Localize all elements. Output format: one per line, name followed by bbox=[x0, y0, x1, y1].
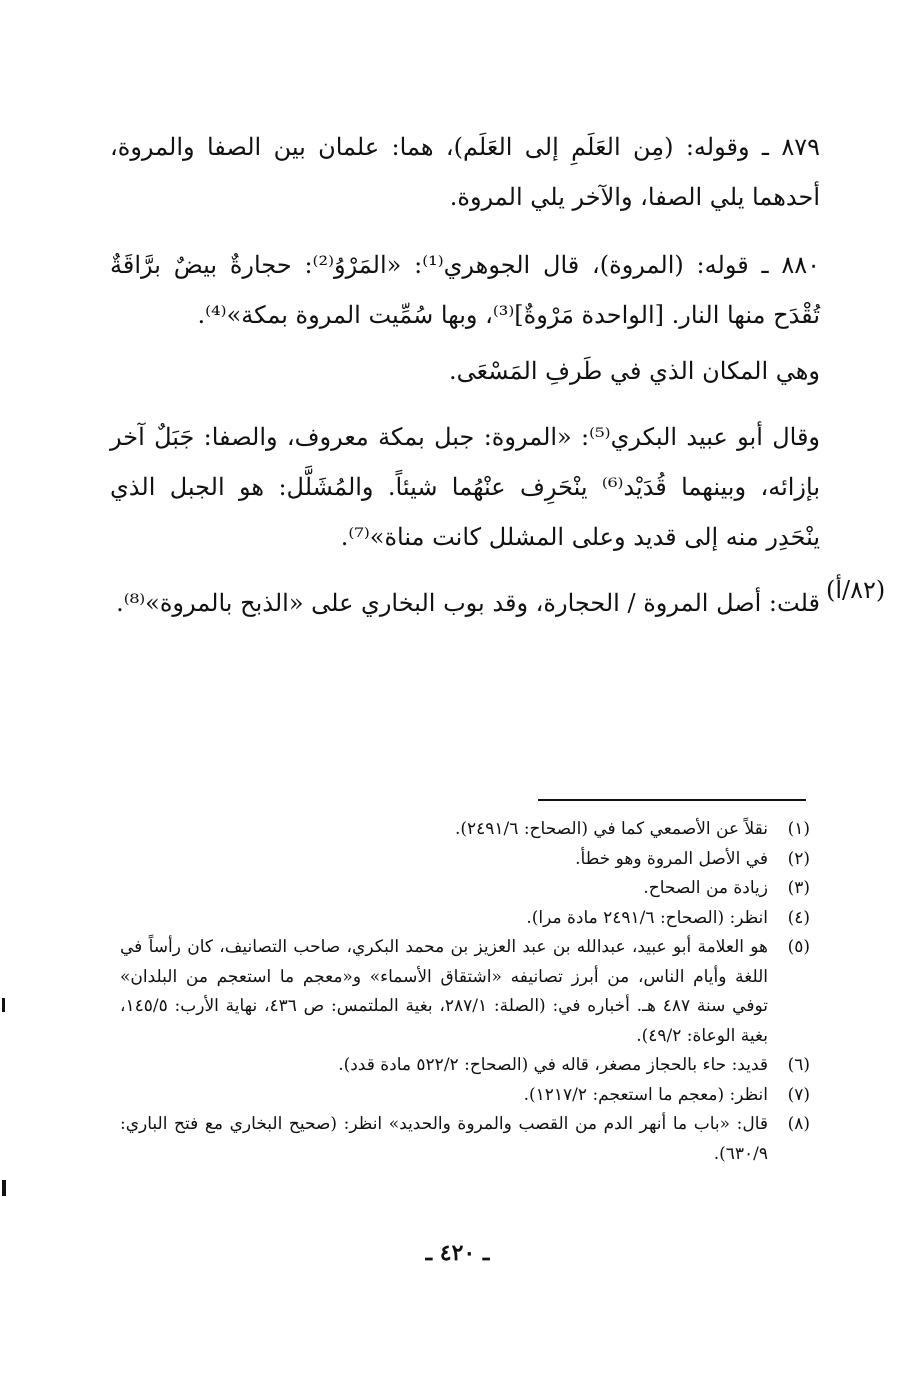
main-text-paragraph-bakri bbox=[110, 412, 820, 562]
scan-speck bbox=[2, 998, 5, 1012]
main-text-paragraph-place bbox=[110, 346, 820, 396]
footnote-text: قال: «باب ما أنهر الدم من القصب والمروة والحديد» انظر: (صحيح البخاري مع فتح الباري: ٦٣٠/٩). bbox=[120, 1114, 768, 1164]
paragraph-qultu: قلت: أصل المروة / الحجارة، وقد بوب البخاري على «الذبح بالمروة»⁽⁸⁾. bbox=[116, 589, 820, 617]
paragraph-place: وهي المكان الذي في طَرفِ المَسْعَى. bbox=[449, 357, 820, 385]
footnote-number: (٧) bbox=[787, 1084, 810, 1105]
footnote-item bbox=[120, 1110, 810, 1169]
footnote-number: (٢) bbox=[787, 848, 810, 869]
footnote-number: (١) bbox=[787, 819, 810, 839]
footnote-item bbox=[120, 933, 810, 1051]
footnote-number: (٤) bbox=[787, 907, 810, 928]
footnote-number: (٨) bbox=[787, 1114, 810, 1134]
paragraph-880: ٨٨٠ ـ قوله: (المروة)، قال الجوهري⁽¹⁾: «المَرْوُ⁽²⁾: حجارةٌ بيضٌ برَّاقَةٌ تُقْدَح منها النار. [الواحدة مَرْوةٌ]⁽³⁾، وبها سُمِّيت المروة بمكة»⁽⁴⁾. bbox=[110, 251, 820, 329]
footnotes-list bbox=[120, 815, 810, 1169]
footnote-item bbox=[120, 904, 810, 934]
footnote-text: زيادة من الصحاح. bbox=[643, 878, 768, 898]
main-text-paragraph-880 bbox=[110, 240, 820, 340]
footnote-text: قديد: حاء بالحجاز مصغر، قاله في (الصحاح: ٥٢٢/٢ مادة قدد). bbox=[338, 1055, 768, 1075]
paragraph-bakri: وقال أبو عبيد البكري⁽⁵⁾: «المروة: جبل بمكة معروف، والصفا: جَبَلٌ آخر بإزائه، وبينهما قُدَيْد⁽⁶⁾ ينْحَرِف عنْهُما شيئاً. والمُشَلَّل: هو الجبل الذي ينْحَدِر منه إلى قديد وعلى المشلل كانت مناة»⁽⁷⁾. bbox=[110, 423, 821, 551]
footnote-text: نقلاً عن الأصمعي كما في (الصحاح: ٢٤٩١/٦). bbox=[454, 819, 768, 839]
paragraph-879: ٨٧٩ ـ وقوله: (مِن العَلَمِ إلى العَلَم)، هما: علمان بين الصفا والمروة، أحدهما يلي الصفا، والآخر يلي المروة. bbox=[110, 133, 820, 211]
footnote-number: (٦) bbox=[787, 1055, 810, 1075]
footnote-separator bbox=[538, 799, 806, 801]
scan-speck bbox=[2, 1180, 6, 1196]
footnote-item bbox=[120, 815, 810, 845]
footnote-item bbox=[120, 845, 810, 875]
footnote-text: في الأصل المروة وهو خطأ. bbox=[575, 848, 768, 869]
footnote-number: (٣) bbox=[787, 878, 810, 898]
footnote-text: انظر: (معجم ما استعجم: ١٢١٧/٢). bbox=[523, 1084, 768, 1105]
page-number: ـ ٤٢٠ ـ bbox=[425, 1240, 490, 1266]
footnote-text: هو العلامة أبو عبيد، عبدالله بن عبد العزيز بن محمد البكري، صاحب التصانيف، كان رأساً في اللغة وأيام الناس، من أبرز تصانيفه «اشتقاق الأسماء» و«معجم ما استعجم من البلدان» توفي سنة ٤٨٧ هـ. أخباره في: (الصلة: ٢٨٧/١، بغية الملتمس: ص ٤٣٦، نهاية الأرب: ١٤٥/٥، بغية الوعاة: ٤٩/٢). bbox=[120, 937, 768, 1046]
main-text-paragraph-879 bbox=[110, 122, 820, 222]
footnote-item bbox=[120, 1081, 810, 1111]
footnote-item bbox=[120, 1051, 810, 1081]
main-text-paragraph-qultu bbox=[110, 578, 820, 628]
footnote-item bbox=[120, 874, 810, 904]
manuscript-folio-marker: (٨٢/أ) bbox=[826, 576, 886, 604]
footnote-number: (٥) bbox=[787, 937, 810, 957]
footnote-text: انظر: (الصحاح: ٢٤٩١/٦ مادة مرا). bbox=[526, 907, 768, 928]
